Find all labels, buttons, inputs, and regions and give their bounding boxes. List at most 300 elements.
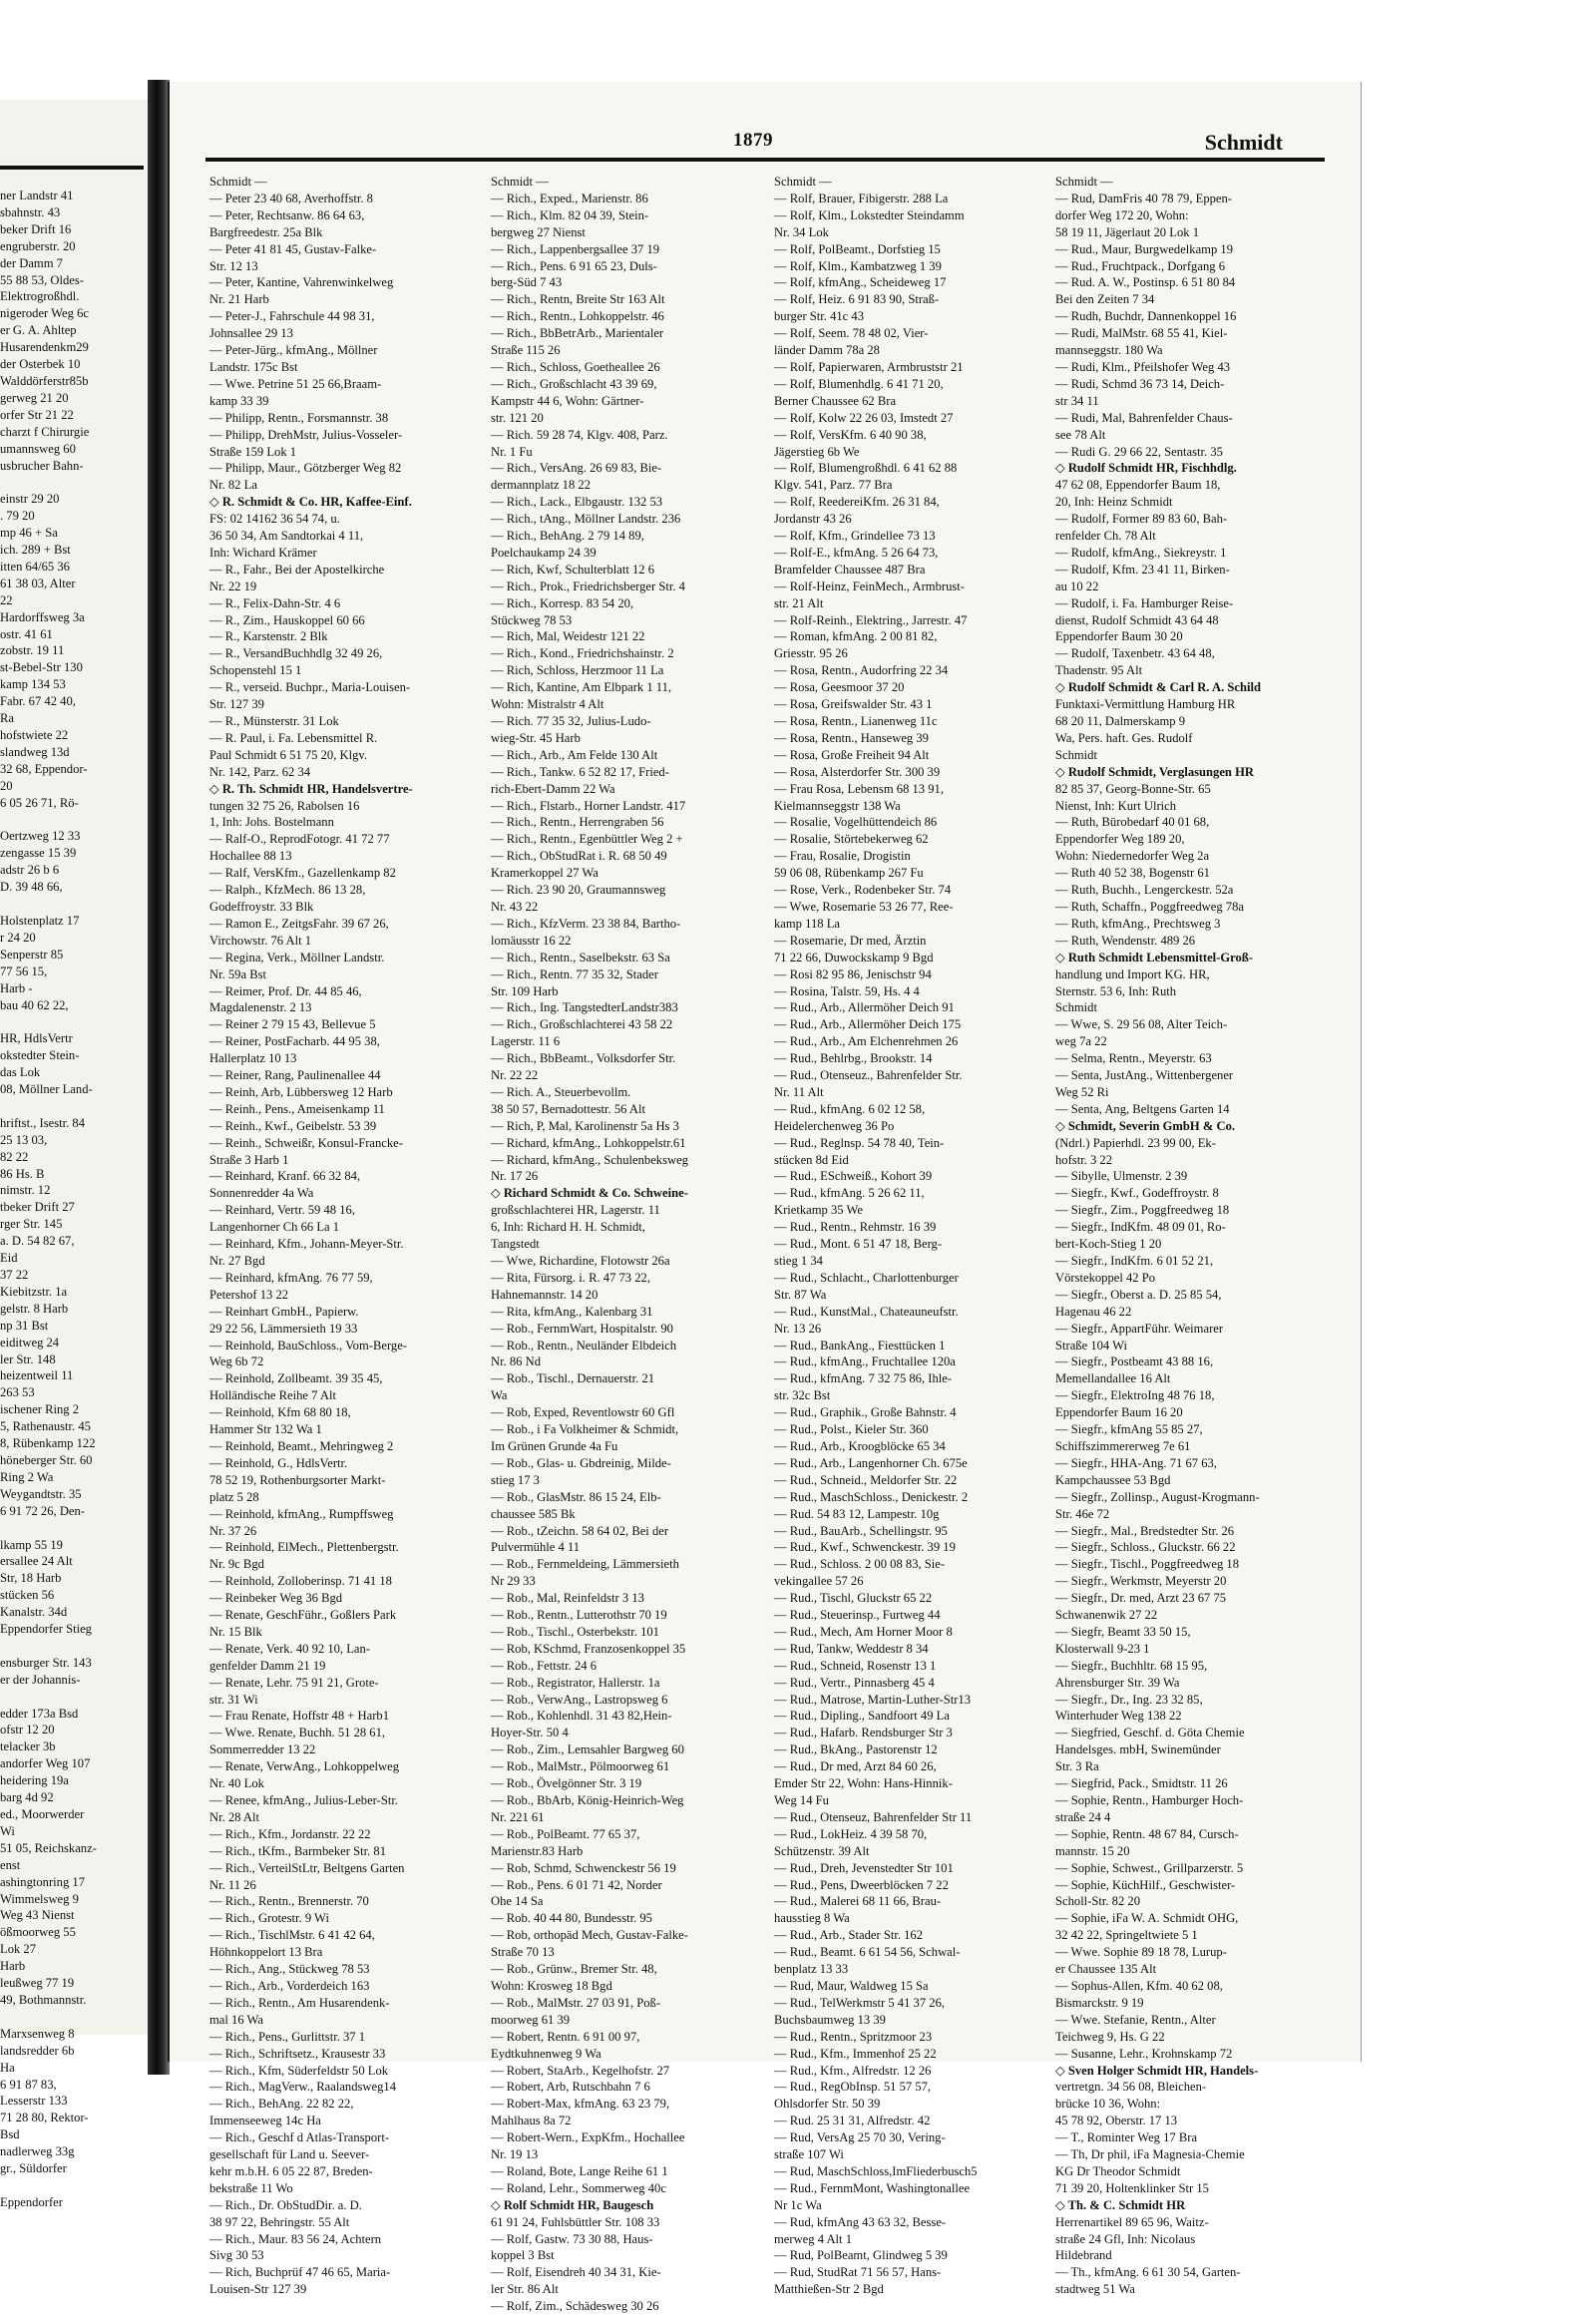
directory-entry: Kampstr 44 6, Wohn: Gärtner- (491, 393, 644, 408)
directory-entry: — Rud, Tankw, Weddestr 8 34 (774, 1641, 929, 1656)
directory-entry: — Rich., TischlMstr. 6 41 42 64, (209, 1928, 375, 1943)
directory-entry: 36 50 34, Am Sandtorkai 4 11, (209, 529, 364, 544)
directory-entry: — Senta, Ang, Beltgens Garten 14 (1055, 1101, 1230, 1116)
directory-entry: Schwanenwik 27 22 (1055, 1608, 1158, 1623)
directory-entry: — Philipp, Maur., Götzberger Weg 82 (209, 461, 402, 476)
directory-entry: — Siegfr., Buchhltr. 68 15 95, (1055, 1658, 1208, 1673)
directory-entry: — Rich., Großschlachterei 43 58 22 (491, 1017, 673, 1032)
directory-entry: — Rud., Mont. 6 51 47 18, Berg- (774, 1237, 943, 1252)
directory-entry: — Rich., VersAng. 26 69 83, Bie- (491, 461, 662, 476)
left-page-line: nigeroder Weg 6c (0, 306, 89, 321)
directory-entry: Str. 109 Harb (491, 983, 559, 998)
left-page-line: das Lok (0, 1065, 41, 1080)
directory-entry: — Rob., FernmWart, Hospitalstr. 90 (491, 1321, 673, 1336)
directory-entry: Nr. 27 Bgd (209, 1254, 265, 1268)
directory-entry: Lagerstr. 11 6 (491, 1034, 561, 1049)
directory-entry: — Rich., tAng., Möllner Landstr. 236 (491, 512, 681, 527)
directory-entry: renfelder Ch. 78 Alt (1055, 529, 1156, 544)
directory-entry: Im Grünen Grunde 4a Fu (491, 1438, 618, 1453)
directory-entry: Mahlhaus 8a 72 (491, 2114, 572, 2128)
directory-entry: — Rud., Arb., Langenhorner Ch. 675e (774, 1455, 968, 1470)
directory-entry: Pulvermühle 4 11 (491, 1540, 581, 1555)
directory-entry: länder Damm 78a 28 (774, 343, 880, 358)
directory-entry: Nr. 22 19 (209, 579, 257, 593)
left-page-line: eiditweg 24 (0, 1335, 60, 1350)
directory-entry: Bismarckstr. 9 19 (1055, 1995, 1144, 2010)
directory-entry: — Rich, Schloss, Herzmoor 11 La (491, 663, 664, 678)
directory-entry: 45 78 92, Oberstr. 17 13 (1055, 2114, 1178, 2128)
directory-entry: — Reinhold, Zolloberinsp. 71 41 18 (209, 1574, 392, 1589)
directory-entry: — Rich., BehAng. 2 79 14 89, (491, 529, 644, 544)
directory-entry: — Siegfr., IndKfm. 6 01 52 21, (1055, 1254, 1214, 1268)
directory-entry: stadtweg 51 Wa (1055, 2282, 1135, 2297)
directory-entry: — Rud., Otenseuz, Bahrenfelder Str 11 (774, 1809, 973, 1824)
left-page-line: 77 56 15, (0, 964, 48, 978)
directory-entry: Inh: Wichard Krämer (209, 545, 317, 560)
directory-entry: — Reimer, Prof. Dr. 44 85 46, (209, 983, 362, 998)
directory-entry: — Rud. 25 31 31, Alfredstr. 42 (774, 2114, 931, 2128)
directory-entry: — Siegfr., Zim., Poggfreedweg 18 (1055, 1203, 1230, 1218)
column-heading: Schmidt — (209, 175, 267, 189)
directory-entry: — Rich., MagVerw., Raalandsweg14 (209, 2080, 396, 2095)
directory-entry: — Siegfr., Postbeamt 43 88 16, (1055, 1354, 1214, 1369)
column-heading: Schmidt — (1055, 175, 1113, 189)
page-header (170, 130, 1361, 170)
left-page-line: Bsd (0, 2127, 20, 2142)
directory-entry: — Roman, kfmAng. 2 00 81 82, (774, 629, 938, 644)
left-page-line: ed., Moorwerder (0, 1807, 85, 1821)
directory-entry: 29 22 56, Lämmersieth 19 33 (209, 1321, 358, 1336)
directory-entry: — Rich., BbBetrArb., Marientaler (491, 326, 664, 341)
directory-entry: — Rolf, Kolw 22 26 03, Imstedt 27 (774, 410, 954, 425)
directory-entry: ◇ Schmidt, Severin GmbH & Co. (1055, 1118, 1236, 1133)
directory-entry: — Rolf, Seem. 78 48 02, Vier- (774, 326, 929, 341)
directory-entry: — Reiner, PostFacharb. 44 95 38, (209, 1034, 380, 1049)
directory-entry: Straße 70 13 (491, 1945, 555, 1960)
directory-entry: ◇ R. Th. Schmidt HR, Handelsvertre- (209, 781, 413, 796)
directory-entry: — Ralf-O., ReprodFotogr. 41 72 77 (209, 832, 390, 847)
directory-entry: — Renate, VerwAng., Lohkoppelweg (209, 1759, 400, 1774)
directory-entry: — Rudi, Klm., Pfeilshofer Weg 43 (1055, 359, 1231, 374)
directory-entry: — Rud., Schlacht., Charlottenburger (774, 1270, 959, 1285)
directory-entry: — Rich. A., Steuerbevollm. (491, 1084, 631, 1099)
directory-entry: Nr. 82 La (209, 478, 257, 493)
directory-entry: — Siegfr., Mal., Bredstedter Str. 26 (1055, 1523, 1235, 1538)
directory-entry: Nr. 19 13 (491, 2147, 539, 2162)
directory-entry: — Rich., VerteilStLtr, Beltgens Garten (209, 1860, 405, 1875)
directory-entry: — Rud., FernmMont, Washingtonallee (774, 2180, 971, 2195)
directory-entry: — Rud., ESchweiß., Kohort 39 (774, 1169, 933, 1184)
directory-entry: — Rosa, Große Freiheit 94 Alt (774, 747, 930, 762)
directory-entry: Scholl-Str. 82 20 (1055, 1894, 1141, 1909)
directory-entry: Matthießen-Str 2 Bgd (774, 2282, 884, 2297)
directory-entry: — Rudi G. 29 66 22, Sentastr. 35 (1055, 444, 1223, 459)
directory-entry: — Rob., Rentn., Lutterothstr 70 19 (491, 1608, 667, 1623)
directory-entry: — R., VersandBuchhdlg 32 49 26, (209, 646, 383, 661)
directory-entry: — Rich., Lack., Elbgaustr. 132 53 (491, 495, 663, 510)
book-spine (148, 80, 170, 2075)
directory-entry: — R., Fahr., Bei der Apostelkirche (209, 562, 385, 577)
directory-entry: — Rich., Grotestr. 9 Wi (209, 1911, 329, 1926)
left-page-line: . 79 20 (0, 509, 35, 524)
directory-entry: — Rosalie, Störtebekerweg 62 (774, 832, 929, 847)
directory-entry: — Wwe. Renate, Buchh. 51 28 61, (209, 1726, 386, 1740)
directory-entry: — Regina, Verk., Möllner Landstr. (209, 950, 385, 965)
directory-entry: — Rolf, ReedereiKfm. 26 31 84, (774, 495, 940, 510)
directory-entry: berg-Süd 7 43 (491, 275, 563, 290)
directory-entry: Nr. 28 Alt (209, 1809, 260, 1824)
directory-entry: — Sophie, Rentn. 48 67 84, Cursch- (1055, 1826, 1239, 1841)
directory-entry: — Rudolf, Former 89 83 60, Bah- (1055, 512, 1228, 527)
directory-entry: — Rich., Maur. 83 56 24, Achtern (209, 2231, 382, 2246)
directory-entry: — Reinhold, Zollbeamt. 39 35 45, (209, 1371, 383, 1386)
directory-entry: — Th, Dr phil, iFa Magnesia-Chemie (1055, 2147, 1245, 2162)
left-page-line: okstedter Stein- (0, 1048, 80, 1063)
directory-entry: — Roland, Bote, Lange Reihe 61 1 (491, 2163, 668, 2178)
directory-entry: — Rich, Kantine, Am Elbpark 1 11, (491, 680, 672, 695)
directory-entry: — Rud. A. W., Postinsp. 6 51 80 84 (1055, 275, 1236, 290)
directory-entry: — Rob., Kohlenhdl. 31 43 82,Hein- (491, 1709, 672, 1724)
directory-entry: — Rita, Fürsorg. i. R. 47 73 22, (491, 1270, 650, 1285)
left-page-line: 20 (0, 778, 13, 793)
directory-entry: Heidelerchenweg 36 Po (774, 1118, 895, 1133)
directory-entry: — Siegfrid, Pack., Smidtstr. 11 26 (1055, 1776, 1228, 1791)
left-page-line: Ra (0, 711, 14, 726)
directory-entry: Nr. 142, Parz. 62 34 (209, 764, 311, 779)
directory-entry: ◇ Th. & C. Schmidt HR (1055, 2197, 1186, 2212)
directory-column-4 (1055, 174, 1325, 2297)
directory-entry: — Rud., Fruchtpack., Dorfgang 6 (1055, 258, 1225, 273)
column-heading: Schmidt — (491, 175, 549, 189)
directory-entry: — Rita, kfmAng., Kalenbarg 31 (491, 1304, 653, 1319)
left-page-line: der Damm 7 (0, 255, 63, 270)
directory-entry: — Reinhard, Kranf. 66 32 84, (209, 1169, 361, 1184)
directory-entry: — Siegfr, Beamt 33 50 15, (1055, 1624, 1191, 1639)
directory-entry: — Rich, Mal, Weidestr 121 22 (491, 629, 645, 644)
directory-entry: — Peter-J., Fahrschule 44 98 31, (209, 309, 375, 324)
directory-entry: Jordanstr 43 26 (774, 512, 852, 527)
directory-entry: — Sophie, KüchHilf., Geschwister- (1055, 1877, 1236, 1892)
directory-entry: Tangstedt (491, 1237, 540, 1252)
directory-entry: — Rud. 54 83 12, Lampestr. 10g (774, 1506, 940, 1521)
directory-entry: — Reiner, Rang, Paulinenallee 44 (209, 1068, 381, 1083)
left-page-rule (0, 166, 144, 170)
directory-entry: — Rich., Pens. 6 91 65 23, Duls- (491, 258, 657, 273)
directory-entry: — Rud., Matrose, Martin-Luther-Str13 (774, 1692, 972, 1707)
directory-entry: Sommerredder 13 22 (209, 1742, 316, 1757)
header-rule (205, 158, 1325, 162)
left-page-line (0, 2177, 146, 2194)
running-head: Schmidt (1204, 130, 1283, 155)
directory-entry: — Reinhold, ElMech., Plettenbergstr. (209, 1540, 399, 1555)
directory-entry: — Ruth, Buchh., Lengerckestr. 52a (1055, 883, 1234, 898)
directory-entry: — Rolf, Kfm., Grindellee 73 13 (774, 529, 936, 544)
directory-entry: — Rud., Schneid., Meldorfer Str. 22 (774, 1472, 958, 1487)
directory-entry: — Rud., Maur, Burgwedelkamp 19 (1055, 241, 1234, 256)
left-page-line: heidering 19a (0, 1773, 69, 1788)
directory-entry: — Frau Rosa, Lebensm 68 13 91, (774, 781, 944, 796)
directory-entry: — Siegfr., Werkmstr, Meyerstr 20 (1055, 1574, 1227, 1589)
directory-entry: 1, Inh: Johs. Bostelmann (209, 815, 334, 830)
directory-entry: — Rich., Pens., Gurlittstr. 37 1 (209, 2029, 366, 2044)
directory-entry: — Rich., Rentn. 77 35 32, Stader (491, 966, 658, 981)
directory-entry: — Siegfr., HHA-Ang. 71 67 63, (1055, 1455, 1217, 1470)
directory-entry: Buchsbaumweg 13 39 (774, 2012, 886, 2027)
directory-entry: Winterhuder Weg 138 22 (1055, 1709, 1182, 1724)
left-page-line: charzt f Chirurgie (0, 424, 90, 439)
left-page-line: höneberger Str. 60 (0, 1452, 93, 1467)
directory-entry: Hildebrand (1055, 2248, 1112, 2263)
left-page-line: Ha (0, 2060, 15, 2075)
left-page-line: ischener Ring 2 (0, 1402, 80, 1417)
directory-entry: dermannplatz 18 22 (491, 478, 592, 493)
directory-entry: Eydtkuhnenweg 9 Wa (491, 2046, 601, 2061)
left-page-line: Fabr. 67 42 40, (0, 694, 76, 709)
directory-entry: — Rich., Kond., Friedrichshainstr. 2 (491, 646, 674, 661)
directory-entry: Nr. 40 Lok (209, 1776, 264, 1791)
directory-entry: mannseggstr. 180 Wa (1055, 343, 1163, 358)
left-page-line: kamp 134 53 (0, 677, 66, 692)
directory-entry: Immenseeweg 14c Ha (209, 2114, 321, 2128)
directory-entry: — Rudi, Mal, Bahrenfelder Chaus- (1055, 410, 1233, 425)
directory-entry: — Rud., Steuerinsp., Furtweg 44 (774, 1608, 941, 1623)
directory-entry: — Rud., kfmAng. 5 26 62 11, (774, 1186, 925, 1201)
directory-entry: — Peter 41 81 45, Gustav-Falke- (209, 241, 377, 256)
left-page-line: Walddörferstr85b (0, 373, 89, 388)
directory-entry: Stückweg 78 53 (491, 612, 573, 627)
directory-entry: — Rob, KSchmd, Franzosenkoppel 35 (491, 1641, 686, 1656)
left-page-line: 25 13 03, (0, 1132, 48, 1147)
directory-entry: — Rudi, MalMstr. 68 55 41, Kiel- (1055, 326, 1228, 341)
directory-entry: — Frau, Rosalie, Drogistin (774, 849, 911, 864)
directory-entry: Str. 12 13 (209, 258, 258, 273)
directory-entry: Nr. 1 Fu (491, 444, 533, 459)
directory-entry: brücke 10 36, Wohn: (1055, 2097, 1161, 2112)
directory-entry: — Rud., TelWerkmstr 5 41 37 26, (774, 1995, 946, 2010)
directory-entry: Hahnemannstr. 14 20 (491, 1287, 598, 1302)
directory-entry: — Robert, Arb, Rutschbahn 7 6 (491, 2080, 650, 2095)
directory-entry: — Rosa, Rentn., Lianenweg 11c (774, 714, 938, 728)
directory-entry: — Rich., Korresp. 83 54 20, (491, 595, 634, 610)
left-page-line: heizentweil 11 (0, 1368, 74, 1383)
directory-entry: Nr. 21 Harb (209, 292, 269, 307)
directory-entry: — R., Karstenstr. 2 Blk (209, 629, 328, 644)
directory-entry: Herrenartikel 89 65 96, Waitz- (1055, 2214, 1209, 2229)
directory-entry: stieg 1 34 (774, 1254, 823, 1268)
directory-entry: dienst, Rudolf Schmidt 43 64 48 (1055, 612, 1219, 627)
directory-entry: — Rolf, Heiz. 6 91 83 90, Straß- (774, 292, 940, 307)
directory-entry: — Siegfr., Dr. med, Arzt 23 67 75 (1055, 1591, 1227, 1606)
directory-entry: Schmidt (1055, 1000, 1097, 1015)
left-page-line: ashingtonring 17 (0, 1874, 86, 1889)
directory-entry: — Rich., Rentn., Am Husarendenk- (209, 1995, 390, 2010)
directory-entry: — Rosa, Rentn., Audorfring 22 34 (774, 663, 949, 678)
directory-entry: — Rolf, Zim., Schädesweg 30 26 (491, 2299, 659, 2314)
directory-entry: — Rob., Tischl., Osterbekstr. 101 (491, 1624, 659, 1639)
directory-entry: — Rich., Dr. ObStudDir. a. D. (209, 2197, 362, 2212)
directory-entry: — Rob. 40 44 80, Bundesstr. 95 (491, 1911, 652, 1926)
directory-entry: — Rud., Vertr., Pinnasberg 45 4 (774, 1675, 935, 1690)
directory-entry: — Rob., GlasMstr. 86 15 24, Elb- (491, 1489, 661, 1504)
directory-entry: — Ralf, VersKfm., Gazellenkamp 82 (209, 866, 396, 881)
left-page-line: np 31 Bst (0, 1318, 49, 1333)
directory-entry: — Rich., tKfm., Barmbeker Str. 81 (209, 1843, 386, 1858)
directory-entry: kamp 118 La (774, 916, 840, 931)
directory-entry: Nr. 221 61 (491, 1809, 545, 1824)
directory-entry: — Rich., Prok., Friedrichsberger Str. 4 (491, 579, 685, 593)
left-page-line: beker Drift 16 (0, 221, 72, 236)
directory-entry: — Reinhart GmbH., Papierw. (209, 1304, 359, 1319)
directory-entry: — Sibylle, Ulmenstr. 2 39 (1055, 1169, 1188, 1184)
directory-entry: — Frau Renate, Hoffstr 48 + Harb1 (209, 1709, 389, 1724)
directory-entry: FS: 02 14162 36 54 74, u. (209, 512, 340, 527)
directory-entry: 78 52 19, Rothenburgsorter Markt- (209, 1472, 386, 1487)
directory-entry: — Rud., Arb., Stader Str. 162 (774, 1928, 924, 1943)
left-page-line: 86 Hs. B (0, 1166, 45, 1181)
directory-entry: — Rud., Dipling., Sandfoort 49 La (774, 1709, 950, 1724)
directory-entry: — Rud., Arb., Am Elchenrehmen 26 (774, 1034, 959, 1049)
directory-entry: — Reinhold, BauSchloss., Vom-Berge- (209, 1338, 408, 1352)
left-page-line: 61 38 03, Alter (0, 576, 76, 590)
directory-entry: — Ruth, Bürobedarf 40 01 68, (1055, 815, 1210, 830)
directory-entry: koppel 3 Bst (491, 2248, 555, 2263)
directory-entry: Wohn: Mistralstr 4 Alt (491, 697, 604, 712)
directory-entry: — Rob., Mal, Reinfeldstr 3 13 (491, 1591, 644, 1606)
left-page-line (0, 896, 146, 913)
left-page-line: 49, Bothmannstr. (0, 1992, 87, 2007)
directory-entry: 47 62 08, Eppendorfer Baum 18, (1055, 478, 1221, 493)
directory-entry: — Rud., Pens, Dweerblöcken 7 22 (774, 1877, 949, 1892)
left-page-line: rger Str. 145 (0, 1217, 63, 1232)
left-page-line: lkamp 55 19 (0, 1537, 63, 1552)
left-page-line: HR, HdlsVertr (0, 1031, 73, 1046)
directory-entry: — Rich., Ing. TangstedterLandstr383 (491, 1000, 678, 1015)
left-page-line: 32 68, Eppendor- (0, 761, 88, 776)
directory-entry: Holländische Reihe 7 Alt (209, 1388, 336, 1403)
directory-entry: — Rolf, PolBeamt., Dorfstieg 15 (774, 241, 941, 256)
left-page-line: st-Bebel-Str 130 (0, 660, 83, 675)
directory-page (168, 82, 1361, 2314)
directory-entry: — Siegfried, Geschf. d. Göta Chemie (1055, 1726, 1245, 1740)
directory-entry: — Siegfr., Kwf., Godeffroystr. 8 (1055, 1186, 1219, 1201)
directory-entry: — Rud., Arb., Allermöher Deich 91 (774, 1000, 955, 1015)
left-page-line: ößmoorweg 55 (0, 1925, 76, 1940)
directory-entry: — Rud., Rentn., Rehmstr. 16 39 (774, 1220, 937, 1235)
directory-entry: — Roland, Lehr., Sommerweg 40c (491, 2180, 666, 2195)
left-page-line: telacker 3b (0, 1739, 56, 1754)
directory-entry: — Rich., ObStudRat i. R. 68 50 49 (491, 849, 667, 864)
directory-entry: — Siegfr., kfmAng 55 85 27, (1055, 1422, 1203, 1437)
directory-entry: — Renee, kfmAng., Julius-Leber-Str. (209, 1793, 398, 1807)
directory-entry: — Siegfr., Oberst a. D. 25 85 54, (1055, 1287, 1222, 1302)
directory-entry: — Reinhold, G., HdlsVertr. (209, 1455, 348, 1470)
left-page-line: er der Johannis- (0, 1672, 81, 1687)
directory-entry: — Reinhard, Vertr. 59 48 16, (209, 1203, 355, 1218)
left-page-line: 08, Möllner Land- (0, 1082, 93, 1097)
directory-entry: — Rich. 23 90 20, Graumannsweg (491, 883, 666, 898)
directory-entry: Teichweg 9, Hs. G 22 (1055, 2029, 1165, 2044)
left-page-line: orfer Str 21 22 (0, 407, 74, 422)
directory-entry: — Rosemarie, Dr med, Ärztin (774, 933, 927, 948)
directory-entry: — Siegfr., ElektroIng 48 76 18, (1055, 1388, 1215, 1403)
directory-entry: — Rolf, Gastw. 73 30 88, Haus- (491, 2231, 653, 2246)
directory-entry: 32 42 22, Springeltwiete 5 1 (1055, 1928, 1198, 1943)
directory-entry: — Rudh, Buchdr, Dannenkoppel 16 (1055, 309, 1237, 324)
left-page-line: 37 22 (0, 1268, 29, 1282)
directory-entry: — Rich., Schloss, Goetheallee 26 (491, 359, 660, 374)
directory-entry: Klgv. 541, Parz. 77 Bra (774, 478, 893, 493)
left-page-line: ostr. 41 61 (0, 626, 53, 641)
directory-entry: — R., Münsterstr. 31 Lok (209, 714, 339, 728)
directory-entry: Ohlsdorfer Str. 50 39 (774, 2097, 881, 2112)
directory-entry: — Reinh, Arb, Lübbersweg 12 Harb (209, 1084, 393, 1099)
directory-entry: — Rob., Pens. 6 01 71 42, Norder (491, 1877, 662, 1892)
directory-entry: — Rud., Polst., Kieler Str. 360 (774, 1422, 929, 1437)
directory-entry: — Renate, Lehr. 75 91 21, Grote- (209, 1675, 379, 1690)
directory-entry: — Rud., BankAng., Fiesttücken 1 (774, 1338, 946, 1352)
directory-entry: Langenhorner Ch 66 La 1 (209, 1220, 340, 1235)
directory-entry: — Rich, Buchprüf 47 46 65, Maria- (209, 2265, 391, 2280)
directory-entry: Virchowstr. 76 Alt 1 (209, 933, 312, 948)
directory-entry: Kramerkoppel 27 Wa (491, 866, 598, 881)
left-page-line: 6 05 26 71, Rö- (0, 795, 79, 810)
directory-entry: — Rud., kfmAng. 7 32 75 86, Ihle- (774, 1371, 953, 1386)
left-page-line: 263 53 (0, 1385, 35, 1400)
directory-entry: — Rich., Rentn., Herrengraben 56 (491, 815, 664, 830)
directory-entry: — Philipp, Rentn., Forsmannstr. 38 (209, 410, 389, 425)
directory-entry: — Rich., Kfm., Jordanstr. 22 22 (209, 1826, 371, 1841)
left-page-line: 55 88 53, Oldes- (0, 272, 84, 287)
directory-entry: — Rud., kfmAng. 6 02 12 58, (774, 1101, 926, 1116)
left-page-line: sbahnstr. 43 (0, 204, 61, 219)
left-page-line: edder 173a Bsd (0, 1706, 79, 1721)
directory-entry: kamp 33 39 (209, 393, 269, 408)
directory-entry: — Wwe. Petrine 51 25 66,Braam- (209, 376, 382, 391)
left-page-line: zengasse 15 39 (0, 846, 77, 861)
directory-entry: Nr. 37 26 (209, 1523, 257, 1538)
directory-entry: — Rudolf, i. Fa. Hamburger Reise- (1055, 595, 1234, 610)
directory-entry: — Rolf, Blumengroßhdl. 6 41 62 88 (774, 461, 958, 476)
left-page-line: Weygandtstr. 35 (0, 1486, 82, 1501)
directory-entry: ler Str. 86 Alt (491, 2282, 559, 2297)
directory-entry: merweg 4 Alt 1 (774, 2231, 852, 2246)
directory-entry: — Rolf, Eisendreh 40 34 31, Kie- (491, 2265, 661, 2280)
left-page-line: Weg 43 Nienst (0, 1908, 75, 1923)
directory-entry: — Rud., Rentn., Spritzmoor 23 (774, 2029, 933, 2044)
left-page-line: usbrucher Bahn- (0, 458, 84, 473)
directory-entry: moorweg 61 39 (491, 2012, 571, 2027)
directory-entry: chaussee 585 Bk (491, 1506, 576, 1521)
directory-entry: 82 85 37, Georg-Bonne-Str. 65 (1055, 781, 1211, 796)
directory-entry: str. 21 Alt (774, 595, 824, 610)
directory-entry: — Reinh., Pens., Ameisenkamp 11 (209, 1101, 385, 1116)
directory-entry: — Rob., VerwAng., Lastropsweg 6 (491, 1692, 668, 1707)
directory-entry: — Rich., Ang., Stückweg 78 53 (209, 1962, 370, 1977)
directory-entry: Funktaxi-Vermittlung Hamburg HR (1055, 697, 1236, 712)
directory-entry: — Rud, StudRat 71 56 57, Hans- (774, 2265, 942, 2280)
directory-entry: — Rud, VersAg 25 70 30, Vering- (774, 2130, 946, 2145)
left-page-entries (0, 188, 146, 2211)
directory-entry: — Rob., Rentn., Neuländer Elbdeich (491, 1338, 677, 1352)
directory-entry: Hoyer-Str. 50 4 (491, 1726, 569, 1740)
left-page-line: Kanalstr. 34d (0, 1605, 68, 1620)
directory-entry: Schmidt (1055, 747, 1097, 762)
directory-entry: 58 19 11, Jägerlaut 20 Lok 1 (1055, 224, 1199, 239)
directory-entry: — Rich. 77 35 32, Julius-Ludo- (491, 714, 651, 728)
directory-entry: — Ruth, Wendenstr. 489 26 (1055, 933, 1196, 948)
directory-entry: Nr. 11 Alt (774, 1084, 824, 1099)
left-page-line: slandweg 13d (0, 744, 70, 759)
